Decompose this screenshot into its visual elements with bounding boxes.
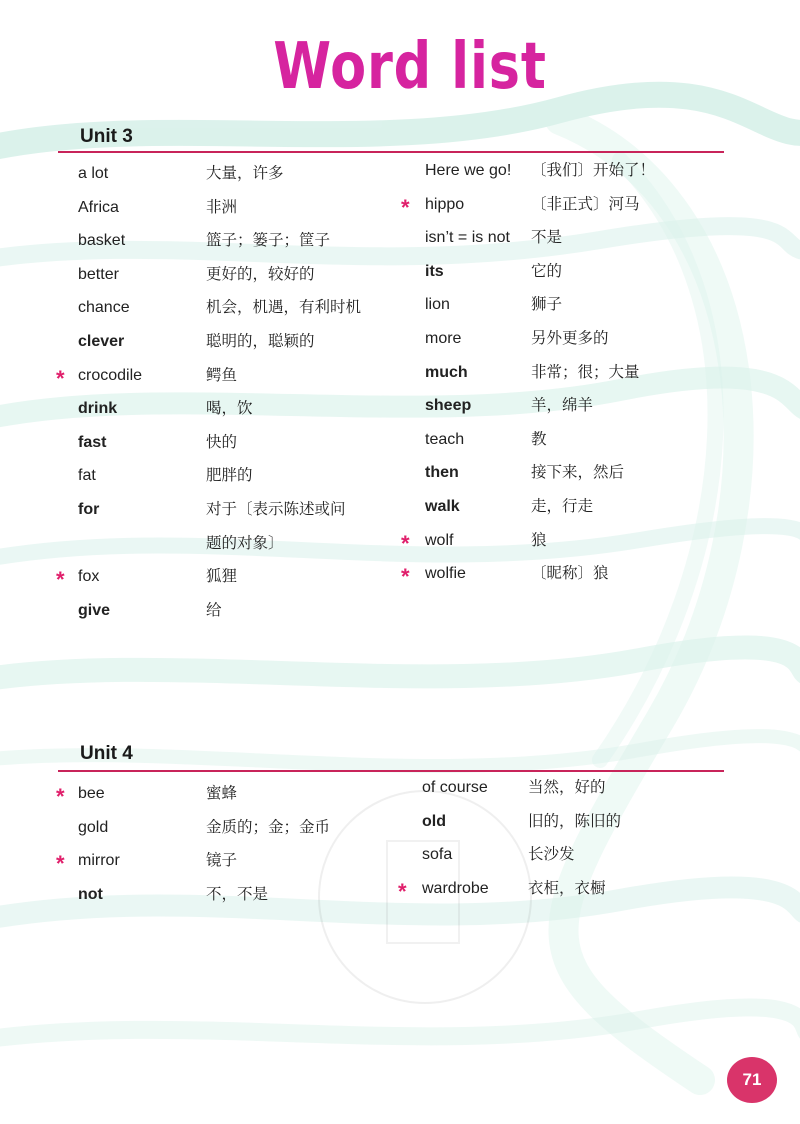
english-word: better <box>78 265 119 283</box>
chinese-meaning: 羊，绵羊 <box>531 396 594 415</box>
english-word: mirror <box>78 852 120 870</box>
chinese-meaning: 喝，饮 <box>206 399 253 418</box>
chinese-meaning: 狼 <box>531 530 547 549</box>
english-word: walk <box>425 497 460 515</box>
chinese-meaning: 长沙发 <box>528 845 575 864</box>
optional-word-star-icon: * <box>401 194 410 220</box>
chinese-meaning: 金质的；金；金币 <box>206 817 331 836</box>
english-word: give <box>78 601 111 619</box>
chinese-meaning: 另外更多的 <box>531 328 609 347</box>
chinese-meaning: 它的 <box>531 261 563 280</box>
page-number-badge: 71 <box>727 1057 777 1103</box>
english-word: sheep <box>425 397 472 415</box>
optional-word-star-icon: * <box>401 530 410 556</box>
optional-word-star-icon: * <box>56 567 65 593</box>
english-word: bee <box>78 785 105 802</box>
word-entry <box>425 322 725 356</box>
chinese-meaning: 非洲 <box>206 197 238 216</box>
chinese-meaning: 大量，许多 <box>206 164 284 182</box>
english-word: crocodile <box>78 366 143 384</box>
english-word: fast <box>78 433 107 451</box>
word-entry <box>422 771 722 805</box>
optional-word-star-icon: * <box>401 564 410 590</box>
chinese-meaning: 更好的，较好的 <box>206 264 315 283</box>
chinese-meaning: 走，行走 <box>531 496 594 515</box>
english-word: drink <box>78 400 118 418</box>
page-title: Word list <box>273 30 547 104</box>
english-word: then <box>425 464 459 482</box>
chinese-meaning: 教 <box>531 429 547 448</box>
unit-3-right-column <box>401 154 725 591</box>
word-entry <box>401 188 725 222</box>
unit-4-right-column <box>398 771 722 905</box>
chinese-meaning: 肥胖的 <box>206 466 253 485</box>
word-entry <box>425 423 725 457</box>
word-entry <box>425 356 725 390</box>
english-word: for <box>78 500 100 518</box>
unit-3-left-column <box>56 157 396 627</box>
word-entry <box>56 157 396 191</box>
english-word: basket <box>78 232 126 250</box>
unit-4-left-column <box>56 777 396 911</box>
unit-3-divider <box>58 151 724 153</box>
chinese-meaning: 聪明的，聪颖的 <box>206 331 315 350</box>
english-word: gold <box>78 818 109 836</box>
english-word: Here we go! <box>425 162 512 179</box>
word-entry <box>56 560 396 594</box>
chinese-meaning: 当然，好的 <box>528 778 606 796</box>
english-word: Africa <box>78 198 119 216</box>
chinese-meaning: 鳄鱼 <box>206 365 238 384</box>
chinese-meaning: 衣柜，衣橱 <box>528 878 606 897</box>
chinese-meaning: 〔昵称〕狼 <box>531 564 609 583</box>
word-entry <box>401 557 725 591</box>
english-word: not <box>78 885 103 903</box>
english-word: its <box>425 262 444 280</box>
word-entry <box>56 191 396 225</box>
english-word: isn’t = is not <box>425 229 510 247</box>
word-entry <box>422 805 722 839</box>
optional-word-star-icon: * <box>398 878 407 904</box>
chinese-meaning: 非常；很；大量 <box>531 362 640 381</box>
chinese-meaning: 机会，机遇，有利时机 <box>206 298 362 317</box>
optional-word-star-icon: * <box>56 365 65 391</box>
word-entry <box>56 878 396 912</box>
english-word: of course <box>422 779 488 796</box>
chinese-meaning: 对于〔表示陈述或问 <box>206 499 346 518</box>
chinese-meaning: 旧的，陈旧的 <box>528 811 622 830</box>
english-word: clever <box>78 332 125 350</box>
word-entry <box>56 224 396 258</box>
chinese-meaning: 快的 <box>206 432 238 451</box>
chinese-meaning: 蜜蜂 <box>206 784 238 802</box>
chinese-meaning: 〔我们〕开始了！ <box>531 161 656 179</box>
chinese-meaning: 狐狸 <box>206 567 238 586</box>
word-entry <box>56 527 396 561</box>
english-word: much <box>425 363 468 381</box>
word-entry <box>425 221 725 255</box>
word-entry <box>56 426 396 460</box>
word-entry <box>56 325 396 359</box>
english-word: wardrobe <box>422 879 489 897</box>
chinese-meaning: 镜子 <box>206 851 238 870</box>
chinese-meaning: 不是 <box>531 228 563 247</box>
word-entry <box>425 154 725 188</box>
chinese-meaning: 不，不是 <box>206 884 269 903</box>
english-word: wolfie <box>425 565 466 583</box>
english-word: chance <box>78 299 130 317</box>
english-word: teach <box>425 430 465 448</box>
word-entry <box>56 291 396 325</box>
word-entry <box>56 493 396 527</box>
chinese-meaning: 接下来，然后 <box>531 463 625 482</box>
word-entry <box>56 392 396 426</box>
english-word: old <box>422 812 446 830</box>
word-entry <box>56 594 396 628</box>
word-entry <box>401 524 725 558</box>
word-entry <box>425 389 725 423</box>
word-entry <box>425 255 725 289</box>
english-word: a lot <box>78 165 109 182</box>
chinese-meaning: 题的对象〕 <box>206 533 284 552</box>
word-entry <box>422 838 722 872</box>
word-entry <box>56 844 396 878</box>
english-word: hippo <box>425 195 465 213</box>
unit-4-heading: Unit 4 <box>80 743 133 764</box>
english-word: more <box>425 329 462 347</box>
optional-word-star-icon: * <box>56 784 65 809</box>
word-entry <box>398 872 722 906</box>
english-word: fat <box>78 467 96 485</box>
word-entry <box>425 288 725 322</box>
word-entry <box>425 456 725 490</box>
word-entry <box>56 359 396 393</box>
english-word: wolf <box>425 531 454 549</box>
english-word: sofa <box>422 846 453 864</box>
english-word: fox <box>78 568 100 586</box>
word-entry <box>56 258 396 292</box>
optional-word-star-icon: * <box>56 851 65 877</box>
chinese-meaning: 狮子 <box>531 295 563 314</box>
chinese-meaning: 篮子；篓子；筐子 <box>206 231 331 250</box>
word-entry <box>56 459 396 493</box>
word-entry <box>56 777 396 811</box>
chinese-meaning: 〔非正式〕河马 <box>531 194 640 213</box>
unit-3-heading: Unit 3 <box>80 126 133 147</box>
chinese-meaning: 给 <box>206 600 222 619</box>
english-word: lion <box>425 296 450 314</box>
word-entry <box>425 490 725 524</box>
word-entry <box>56 811 396 845</box>
